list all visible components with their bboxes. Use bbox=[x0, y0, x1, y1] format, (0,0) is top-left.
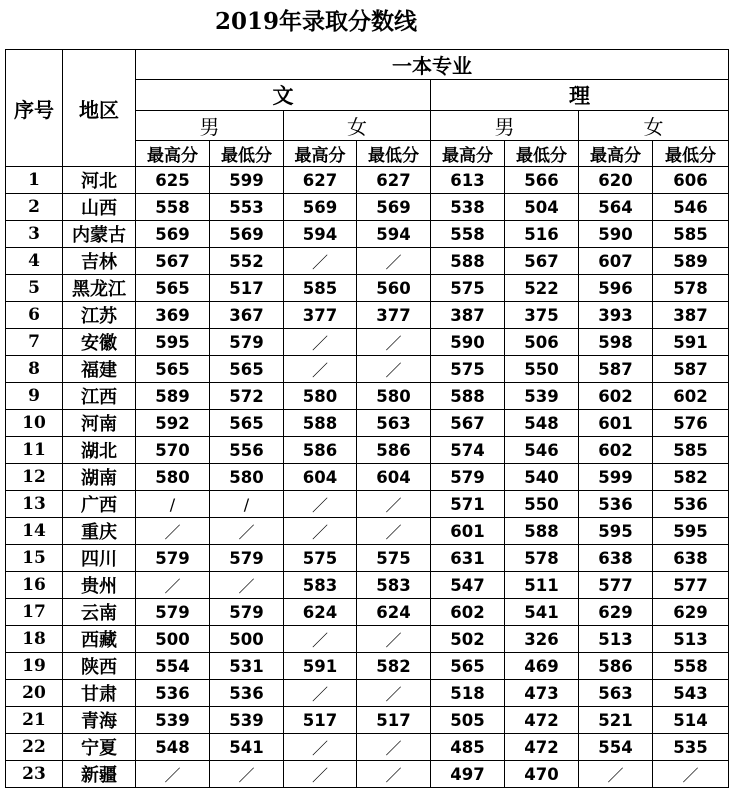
table-row bbox=[6, 410, 729, 437]
score-min-cell: 522 bbox=[505, 275, 579, 302]
score-min-cell: ／ bbox=[357, 491, 431, 518]
score-min-cell: 569 bbox=[357, 194, 431, 221]
row-seq: 9 bbox=[6, 383, 63, 410]
score-min-cell: 539 bbox=[210, 707, 284, 734]
table-row bbox=[6, 167, 729, 194]
row-region: 宁夏 bbox=[63, 734, 136, 761]
score-min-cell: 470 bbox=[505, 761, 579, 788]
score-max-cell: 500 bbox=[136, 626, 210, 653]
row-region: 四川 bbox=[63, 545, 136, 572]
row-seq: 6 bbox=[6, 302, 63, 329]
score-max-cell: 629 bbox=[579, 599, 653, 626]
table-row bbox=[6, 734, 729, 761]
score-min-cell: ／ bbox=[653, 761, 729, 788]
row-seq: 7 bbox=[6, 329, 63, 356]
row-seq: 3 bbox=[6, 221, 63, 248]
score-min-cell: 535 bbox=[653, 734, 729, 761]
score-max-cell: 565 bbox=[136, 356, 210, 383]
score-min-cell: 472 bbox=[505, 707, 579, 734]
table-row bbox=[6, 653, 729, 680]
table-row bbox=[6, 707, 729, 734]
score-max-cell: 590 bbox=[579, 221, 653, 248]
score-max-cell: 387 bbox=[431, 302, 505, 329]
score-min-cell: ／ bbox=[357, 329, 431, 356]
table-row bbox=[6, 572, 729, 599]
row-seq: 18 bbox=[6, 626, 63, 653]
header-max: 最高分 bbox=[579, 141, 653, 167]
header-max: 最高分 bbox=[284, 141, 357, 167]
header-max: 最高分 bbox=[431, 141, 505, 167]
score-max-cell: ／ bbox=[136, 761, 210, 788]
score-max-cell: 589 bbox=[136, 383, 210, 410]
row-seq: 15 bbox=[6, 545, 63, 572]
score-max-cell: 595 bbox=[136, 329, 210, 356]
row-region: 安徽 bbox=[63, 329, 136, 356]
header-wen: 文 bbox=[136, 80, 431, 111]
score-max-cell: 502 bbox=[431, 626, 505, 653]
score-max-cell: 627 bbox=[284, 167, 357, 194]
score-max-cell: 575 bbox=[431, 275, 505, 302]
score-min-cell: 546 bbox=[505, 437, 579, 464]
row-seq: 4 bbox=[6, 248, 63, 275]
row-seq: 21 bbox=[6, 707, 63, 734]
table-row bbox=[6, 437, 729, 464]
score-min-cell: 586 bbox=[357, 437, 431, 464]
row-seq: 8 bbox=[6, 356, 63, 383]
score-max-cell: 601 bbox=[431, 518, 505, 545]
score-min-cell: 638 bbox=[653, 545, 729, 572]
score-min-cell: ／ bbox=[357, 626, 431, 653]
header-max: 最高分 bbox=[136, 141, 210, 167]
score-max-cell: 554 bbox=[579, 734, 653, 761]
score-min-cell: 469 bbox=[505, 653, 579, 680]
row-region: 西藏 bbox=[63, 626, 136, 653]
score-max-cell: 567 bbox=[431, 410, 505, 437]
score-max-cell: ／ bbox=[284, 761, 357, 788]
score-min-cell: 575 bbox=[357, 545, 431, 572]
score-max-cell: 587 bbox=[579, 356, 653, 383]
score-min-cell: 550 bbox=[505, 356, 579, 383]
row-region: 湖南 bbox=[63, 464, 136, 491]
score-min-cell: 550 bbox=[505, 491, 579, 518]
score-max-cell: ／ bbox=[284, 248, 357, 275]
score-min-cell: ／ bbox=[357, 761, 431, 788]
score-min-cell: 553 bbox=[210, 194, 284, 221]
score-min-cell: 579 bbox=[210, 545, 284, 572]
score-min-cell: 565 bbox=[210, 410, 284, 437]
score-min-cell: 566 bbox=[505, 167, 579, 194]
score-max-cell: 569 bbox=[284, 194, 357, 221]
score-max-cell: 485 bbox=[431, 734, 505, 761]
row-region: 福建 bbox=[63, 356, 136, 383]
header-category: 一本专业 bbox=[136, 50, 729, 80]
row-seq: 23 bbox=[6, 761, 63, 788]
score-min-cell: 500 bbox=[210, 626, 284, 653]
score-max-cell: ／ bbox=[284, 734, 357, 761]
header-min: 最低分 bbox=[653, 141, 729, 167]
score-min-cell: 556 bbox=[210, 437, 284, 464]
score-max-cell: ／ bbox=[136, 572, 210, 599]
row-seq: 20 bbox=[6, 680, 63, 707]
score-max-cell: 505 bbox=[431, 707, 505, 734]
score-min-cell: ／ bbox=[357, 248, 431, 275]
score-min-cell: 629 bbox=[653, 599, 729, 626]
score-max-cell: 585 bbox=[284, 275, 357, 302]
score-max-cell: 548 bbox=[136, 734, 210, 761]
score-max-cell: ／ bbox=[136, 518, 210, 545]
score-min-cell: 572 bbox=[210, 383, 284, 410]
score-max-cell: 369 bbox=[136, 302, 210, 329]
header-min: 最低分 bbox=[357, 141, 431, 167]
score-max-cell: 590 bbox=[431, 329, 505, 356]
admission-scores-table bbox=[5, 49, 729, 788]
row-seq: 16 bbox=[6, 572, 63, 599]
score-max-cell: 393 bbox=[579, 302, 653, 329]
row-region: 湖北 bbox=[63, 437, 136, 464]
score-min-cell: 558 bbox=[653, 653, 729, 680]
score-min-cell: 565 bbox=[210, 356, 284, 383]
score-min-cell: 591 bbox=[653, 329, 729, 356]
row-seq: 22 bbox=[6, 734, 63, 761]
score-min-cell: 594 bbox=[357, 221, 431, 248]
score-max-cell: 586 bbox=[579, 653, 653, 680]
row-seq: 11 bbox=[6, 437, 63, 464]
score-max-cell: 575 bbox=[284, 545, 357, 572]
score-min-cell: / bbox=[210, 491, 284, 518]
score-min-cell: 539 bbox=[505, 383, 579, 410]
score-min-cell: 541 bbox=[210, 734, 284, 761]
header-region: 地区 bbox=[63, 50, 136, 167]
score-min-cell: 536 bbox=[210, 680, 284, 707]
row-seq: 13 bbox=[6, 491, 63, 518]
header-li-male: 男 bbox=[431, 111, 579, 141]
table-row bbox=[6, 275, 729, 302]
score-max-cell: 570 bbox=[136, 437, 210, 464]
score-min-cell: 567 bbox=[505, 248, 579, 275]
score-min-cell: 595 bbox=[653, 518, 729, 545]
score-min-cell: 516 bbox=[505, 221, 579, 248]
row-region: 青海 bbox=[63, 707, 136, 734]
score-min-cell: 548 bbox=[505, 410, 579, 437]
score-min-cell: 506 bbox=[505, 329, 579, 356]
table-row bbox=[6, 680, 729, 707]
score-max-cell: 586 bbox=[284, 437, 357, 464]
score-min-cell: 387 bbox=[653, 302, 729, 329]
table-row bbox=[6, 221, 729, 248]
score-max-cell: 604 bbox=[284, 464, 357, 491]
score-max-cell: 579 bbox=[431, 464, 505, 491]
header-seq: 序号 bbox=[6, 50, 63, 167]
row-seq: 5 bbox=[6, 275, 63, 302]
score-min-cell: 569 bbox=[210, 221, 284, 248]
score-min-cell: 604 bbox=[357, 464, 431, 491]
score-max-cell: ／ bbox=[284, 356, 357, 383]
score-min-cell: 599 bbox=[210, 167, 284, 194]
score-max-cell: 513 bbox=[579, 626, 653, 653]
score-min-cell: ／ bbox=[357, 734, 431, 761]
table-row bbox=[6, 599, 729, 626]
score-min-cell: 514 bbox=[653, 707, 729, 734]
score-min-cell: 540 bbox=[505, 464, 579, 491]
score-min-cell: ／ bbox=[210, 518, 284, 545]
table-row bbox=[6, 194, 729, 221]
row-region: 云南 bbox=[63, 599, 136, 626]
score-min-cell: 627 bbox=[357, 167, 431, 194]
score-max-cell: 565 bbox=[136, 275, 210, 302]
score-max-cell: ／ bbox=[284, 491, 357, 518]
score-max-cell: ／ bbox=[579, 761, 653, 788]
score-min-cell: 546 bbox=[653, 194, 729, 221]
score-max-cell: 588 bbox=[431, 383, 505, 410]
score-min-cell: 577 bbox=[653, 572, 729, 599]
page-title: 2019年录取分数线 bbox=[214, 8, 417, 35]
table-row bbox=[6, 329, 729, 356]
table-row bbox=[6, 356, 729, 383]
score-max-cell: 558 bbox=[136, 194, 210, 221]
table-row bbox=[6, 248, 729, 275]
score-max-cell: 620 bbox=[579, 167, 653, 194]
row-region: 广西 bbox=[63, 491, 136, 518]
score-min-cell: 576 bbox=[653, 410, 729, 437]
score-min-cell: ／ bbox=[357, 356, 431, 383]
score-max-cell: 575 bbox=[431, 356, 505, 383]
header-wen-male: 男 bbox=[136, 111, 284, 141]
score-min-cell: 367 bbox=[210, 302, 284, 329]
score-max-cell: 624 bbox=[284, 599, 357, 626]
row-seq: 17 bbox=[6, 599, 63, 626]
header-min: 最低分 bbox=[505, 141, 579, 167]
score-max-cell: 539 bbox=[136, 707, 210, 734]
score-max-cell: 595 bbox=[579, 518, 653, 545]
score-max-cell: 518 bbox=[431, 680, 505, 707]
score-min-cell: 560 bbox=[357, 275, 431, 302]
score-max-cell: 558 bbox=[431, 221, 505, 248]
score-max-cell: ／ bbox=[284, 626, 357, 653]
row-seq: 1 bbox=[6, 167, 63, 194]
table-row bbox=[6, 761, 729, 788]
header-li: 理 bbox=[431, 80, 729, 111]
score-max-cell: 638 bbox=[579, 545, 653, 572]
score-max-cell: 538 bbox=[431, 194, 505, 221]
score-max-cell: 625 bbox=[136, 167, 210, 194]
score-min-cell: 517 bbox=[210, 275, 284, 302]
score-max-cell: 598 bbox=[579, 329, 653, 356]
score-max-cell: 588 bbox=[431, 248, 505, 275]
score-max-cell: 377 bbox=[284, 302, 357, 329]
score-max-cell: ／ bbox=[284, 518, 357, 545]
row-region: 江苏 bbox=[63, 302, 136, 329]
score-max-cell: 588 bbox=[284, 410, 357, 437]
score-min-cell: ／ bbox=[357, 680, 431, 707]
row-region: 陕西 bbox=[63, 653, 136, 680]
table-body bbox=[6, 167, 729, 788]
score-min-cell: 583 bbox=[357, 572, 431, 599]
score-max-cell: 602 bbox=[431, 599, 505, 626]
score-min-cell: 375 bbox=[505, 302, 579, 329]
score-min-cell: 579 bbox=[210, 329, 284, 356]
score-min-cell: 472 bbox=[505, 734, 579, 761]
score-min-cell: 473 bbox=[505, 680, 579, 707]
score-min-cell: 517 bbox=[357, 707, 431, 734]
row-region: 江西 bbox=[63, 383, 136, 410]
score-min-cell: 588 bbox=[505, 518, 579, 545]
score-min-cell: 531 bbox=[210, 653, 284, 680]
score-max-cell: 602 bbox=[579, 383, 653, 410]
score-min-cell: 585 bbox=[653, 221, 729, 248]
score-max-cell: 607 bbox=[579, 248, 653, 275]
score-max-cell: 580 bbox=[284, 383, 357, 410]
score-max-cell: 594 bbox=[284, 221, 357, 248]
score-min-cell: 582 bbox=[653, 464, 729, 491]
score-max-cell: 579 bbox=[136, 545, 210, 572]
score-max-cell: 497 bbox=[431, 761, 505, 788]
table-row bbox=[6, 464, 729, 491]
header-li-female: 女 bbox=[579, 111, 729, 141]
score-max-cell: 563 bbox=[579, 680, 653, 707]
score-min-cell: 578 bbox=[653, 275, 729, 302]
score-min-cell: ／ bbox=[210, 761, 284, 788]
score-min-cell: 580 bbox=[357, 383, 431, 410]
score-max-cell: 536 bbox=[579, 491, 653, 518]
row-region: 河北 bbox=[63, 167, 136, 194]
score-min-cell: 563 bbox=[357, 410, 431, 437]
score-max-cell: 521 bbox=[579, 707, 653, 734]
score-max-cell: 579 bbox=[136, 599, 210, 626]
score-max-cell: 567 bbox=[136, 248, 210, 275]
score-min-cell: 541 bbox=[505, 599, 579, 626]
row-seq: 12 bbox=[6, 464, 63, 491]
row-seq: 14 bbox=[6, 518, 63, 545]
score-max-cell: 577 bbox=[579, 572, 653, 599]
score-min-cell: ／ bbox=[210, 572, 284, 599]
row-seq: 10 bbox=[6, 410, 63, 437]
score-max-cell: ／ bbox=[284, 680, 357, 707]
score-min-cell: 582 bbox=[357, 653, 431, 680]
score-max-cell: 565 bbox=[431, 653, 505, 680]
score-min-cell: 504 bbox=[505, 194, 579, 221]
score-min-cell: 543 bbox=[653, 680, 729, 707]
score-min-cell: 606 bbox=[653, 167, 729, 194]
row-region: 新疆 bbox=[63, 761, 136, 788]
score-min-cell: 377 bbox=[357, 302, 431, 329]
score-max-cell: 602 bbox=[579, 437, 653, 464]
table-row bbox=[6, 302, 729, 329]
score-min-cell: 589 bbox=[653, 248, 729, 275]
score-max-cell: 591 bbox=[284, 653, 357, 680]
score-max-cell: 536 bbox=[136, 680, 210, 707]
row-region: 内蒙古 bbox=[63, 221, 136, 248]
score-min-cell: 580 bbox=[210, 464, 284, 491]
score-min-cell: 602 bbox=[653, 383, 729, 410]
score-min-cell: 552 bbox=[210, 248, 284, 275]
row-region: 河南 bbox=[63, 410, 136, 437]
score-max-cell: 554 bbox=[136, 653, 210, 680]
score-max-cell: 564 bbox=[579, 194, 653, 221]
score-max-cell: 580 bbox=[136, 464, 210, 491]
score-max-cell: 592 bbox=[136, 410, 210, 437]
score-max-cell: 569 bbox=[136, 221, 210, 248]
score-max-cell: / bbox=[136, 491, 210, 518]
score-max-cell: 631 bbox=[431, 545, 505, 572]
header-min: 最低分 bbox=[210, 141, 284, 167]
score-max-cell: 613 bbox=[431, 167, 505, 194]
table-row bbox=[6, 383, 729, 410]
score-min-cell: 578 bbox=[505, 545, 579, 572]
score-max-cell: 583 bbox=[284, 572, 357, 599]
table-row bbox=[6, 491, 729, 518]
score-min-cell: 624 bbox=[357, 599, 431, 626]
score-min-cell: ／ bbox=[357, 518, 431, 545]
row-region: 甘肃 bbox=[63, 680, 136, 707]
score-max-cell: 571 bbox=[431, 491, 505, 518]
row-region: 贵州 bbox=[63, 572, 136, 599]
score-min-cell: 587 bbox=[653, 356, 729, 383]
score-max-cell: 574 bbox=[431, 437, 505, 464]
header-wen-female: 女 bbox=[284, 111, 431, 141]
score-min-cell: 585 bbox=[653, 437, 729, 464]
score-max-cell: 547 bbox=[431, 572, 505, 599]
score-min-cell: 511 bbox=[505, 572, 579, 599]
score-min-cell: 326 bbox=[505, 626, 579, 653]
row-region: 黑龙江 bbox=[63, 275, 136, 302]
row-seq: 2 bbox=[6, 194, 63, 221]
table-row bbox=[6, 518, 729, 545]
row-region: 山西 bbox=[63, 194, 136, 221]
row-region: 重庆 bbox=[63, 518, 136, 545]
score-max-cell: ／ bbox=[284, 329, 357, 356]
score-max-cell: 599 bbox=[579, 464, 653, 491]
table-row bbox=[6, 626, 729, 653]
score-min-cell: 579 bbox=[210, 599, 284, 626]
row-region: 吉林 bbox=[63, 248, 136, 275]
score-max-cell: 601 bbox=[579, 410, 653, 437]
score-min-cell: 513 bbox=[653, 626, 729, 653]
score-max-cell: 596 bbox=[579, 275, 653, 302]
score-max-cell: 517 bbox=[284, 707, 357, 734]
score-min-cell: 536 bbox=[653, 491, 729, 518]
table-row bbox=[6, 545, 729, 572]
row-seq: 19 bbox=[6, 653, 63, 680]
